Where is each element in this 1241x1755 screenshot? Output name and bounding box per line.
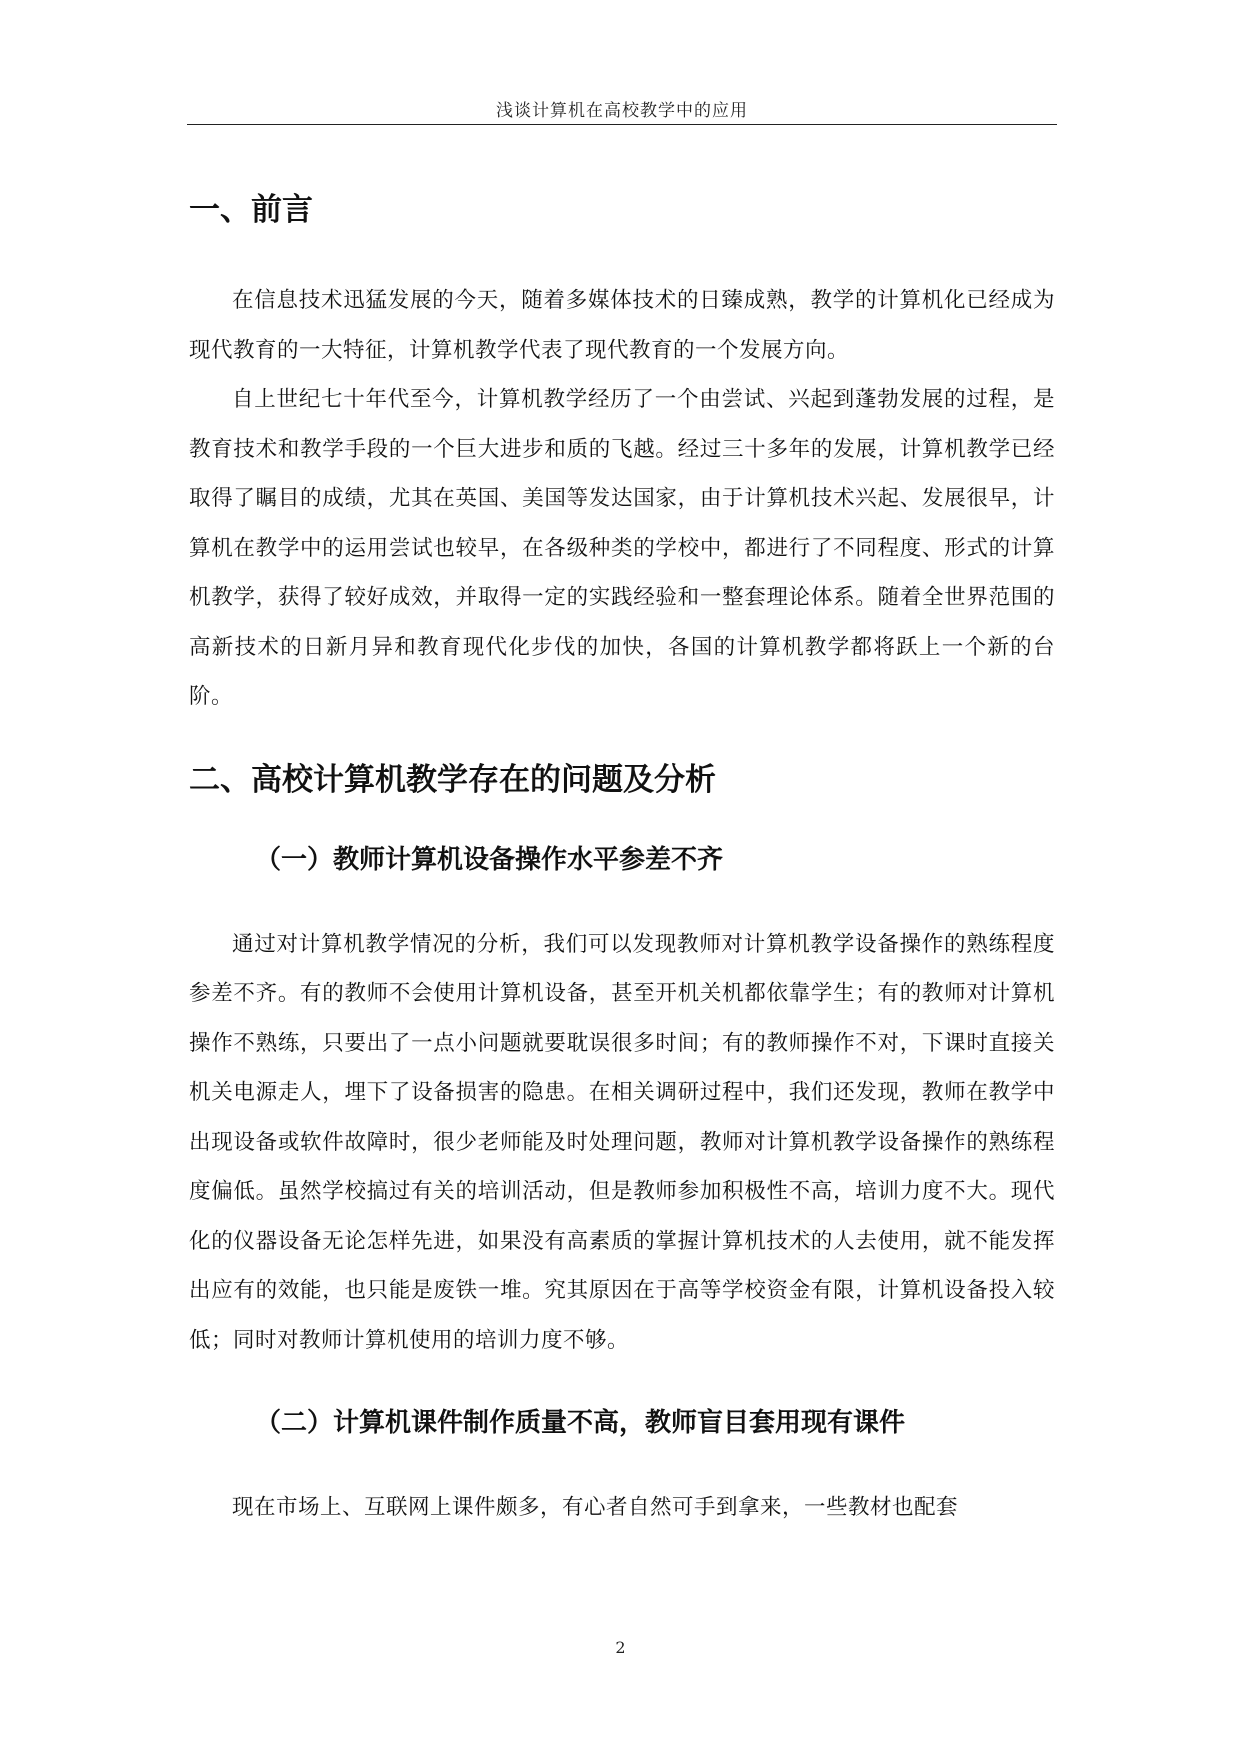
subsection-heading-teacher-skills: （一）教师计算机设备操作水平参差不齐 <box>255 844 724 875</box>
header-rule <box>187 124 1057 125</box>
running-header: 浅谈计算机在高校教学中的应用 <box>496 101 748 121</box>
page-content <box>189 190 1055 1533</box>
section-heading-preface: 一、前言 <box>189 192 313 228</box>
page-number: 2 <box>615 1638 626 1657</box>
body-paragraph: 现在市场上、互联网上课件颇多，有心者自然可手到拿来，一些教材也配套 <box>232 1495 959 1520</box>
subsection-heading-courseware-quality: （二）计算机课件制作质量不高，教师盲目套用现有课件 <box>255 1408 906 1438</box>
body-paragraph: 通过对计算机教学情况的分析，我们可以发现教师对计算机教学设备操作的熟练程度参差不齐。有的教师不会使用计算机设备，甚至开机关机都依靠学生；有的教师对计算机操作不熟练，只要出了一点小问题就要耽误很多时间；有的教师操作不对，下课时直接关机关电源走人，埋下了设备损害的隐患。在相关调研过程中，我们还发现，教师在教学中出现设备或软件故障时，很少老师能及时处理问题，教师对计算机教学设备操作的熟练程度偏低。虽然学校搞过有关的培训活动，但是教师参加积极性不高，培训力度不大。现代化的仪器设备无论怎样先进，如果没有高素质的掌握计算机技术的人去使用，就不能发挥出应有的效能，也只能是废铁一堆。究其原因在于高等学校资金有限，计算机设备投入较低；同时对教师计算机使用的培训力度不够。 <box>189 931 1055 1353</box>
body-paragraph: 在信息技术迅猛发展的今天，随着多媒体技术的日臻成熟，教学的计算机化已经成为现代教育的一大特征，计算机教学代表了现代教育的一个发展方向。 <box>189 288 1055 363</box>
section-heading-problems: 二、高校计算机教学存在的问题及分析 <box>189 761 716 798</box>
body-paragraph: 自上世纪七十年代至今，计算机教学经历了一个由尝试、兴起到蓬勃发展的过程，是教育技术和教学手段的一个巨大进步和质的飞越。经过三十多年的发展，计算机教学已经取得了瞩目的成绩，尤其在英国、美国等发达国家，由于计算机技术兴起、发展很早，计算机在教学中的运用尝试也较早，在各级种类的学校中，都进行了不同程度、形式的计算机教学，获得了较好成效，并取得一定的实践经验和一整套理论体系。随着全世界范围的高新技术的日新月异和教育现代化步伐的加快，各国的计算机教学都将跃上一个新的台阶。 <box>189 387 1055 709</box>
